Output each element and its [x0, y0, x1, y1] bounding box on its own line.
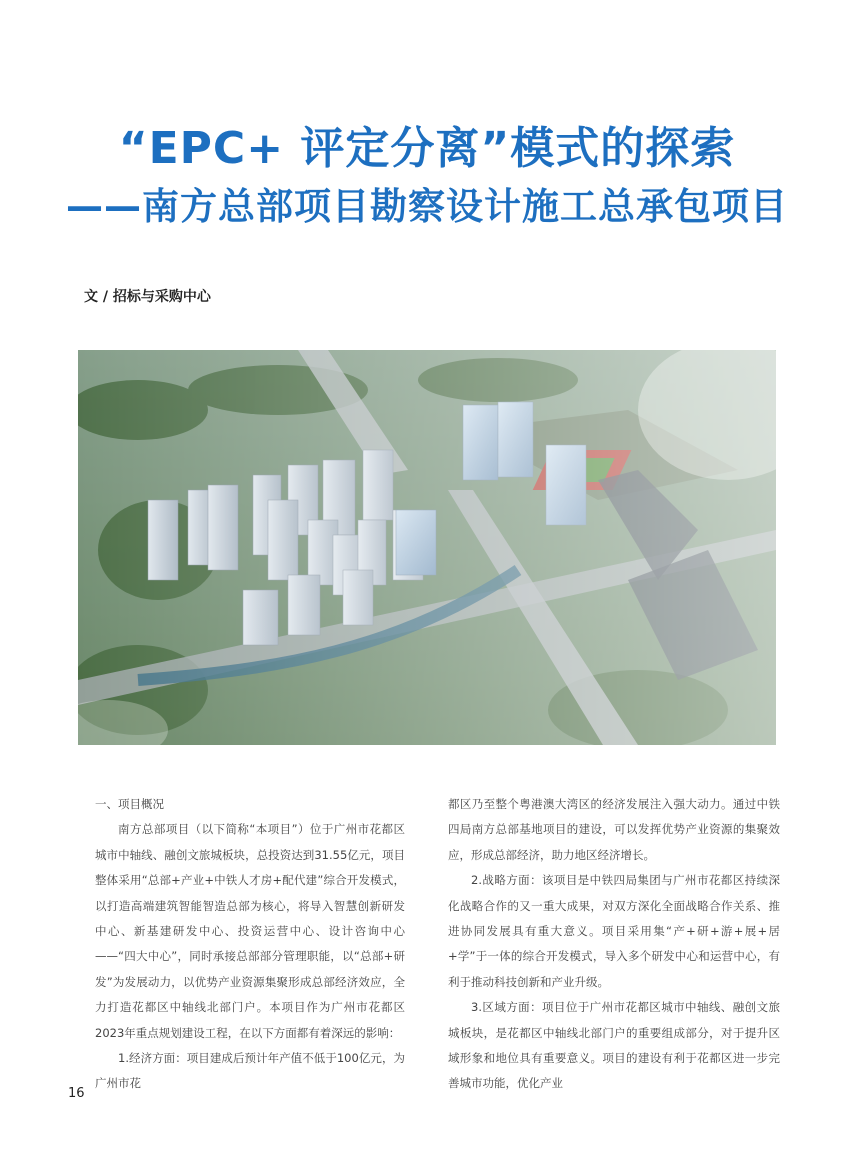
byline: 文 / 招标与采购中心	[84, 289, 211, 305]
article-paragraph: 2.战略方面：该项目是中铁四局集团与广州市花都区持续深化战略合作的又一重大成果，对双方深化全面战略合作关系、推进协同发展具有重大意义。项目采用集“产+研+游+展+居+学”于一体的综合开发模式，导入多个研发中心和运营中心，有利于推动科技创新和产业升级。	[448, 873, 780, 989]
page-number: 16	[68, 1086, 85, 1101]
article-paragraph: 1.经济方面：项目建成后预计年产值不低于100亿元，为广州市花	[95, 1051, 405, 1091]
section-heading: 一、项目概况	[95, 797, 164, 811]
article-paragraph: 南方总部项目（以下简称“本项目”）位于广州市花都区城市中轴线、融创文旅城板块，总投资达到31.55亿元，项目整体采用“总部+产业+中铁人才房+配代建”综合开发模式，以打造高端建筑智能智造总部为核心，将导入智慧创新研发中心、新基建研发中心、投资运营中心、设计咨询中心——“四大中心”，同时承接总部部分管理职能，以“总部+研发”为发展动力，以优势产业资源集聚形成总部经济效应，全力打造花都区中轴线北部门户。本项目作为广州市花都区2023年重点规划建设工程，在以下方面都有着深远的影响：	[95, 822, 405, 1040]
article-paragraph: 都区乃至整个粤港澳大湾区的经济发展注入强大动力。通过中铁四局南方总部基地项目的建设，可以发挥优势产业资源的集聚效应，形成总部经济，助力地区经济增长。	[448, 797, 780, 862]
page-title-line1: “EPC+ 评定分离”模式的探索	[118, 123, 736, 174]
project-aerial-rendering	[78, 350, 776, 745]
article-paragraph: 3.区域方面：项目位于广州市花都区城市中轴线、融创文旅城板块，是花都区中轴线北部门户的重要组成部分，对于提升区域形象和地位具有重要意义。项目的建设有利于花都区进一步完善城市功能，优化产业	[448, 1000, 780, 1091]
article-column-right	[448, 792, 780, 1097]
article-column-left	[95, 792, 405, 1097]
page-title-line2: ——南方总部项目勘察设计施工总承包项目	[66, 185, 788, 228]
